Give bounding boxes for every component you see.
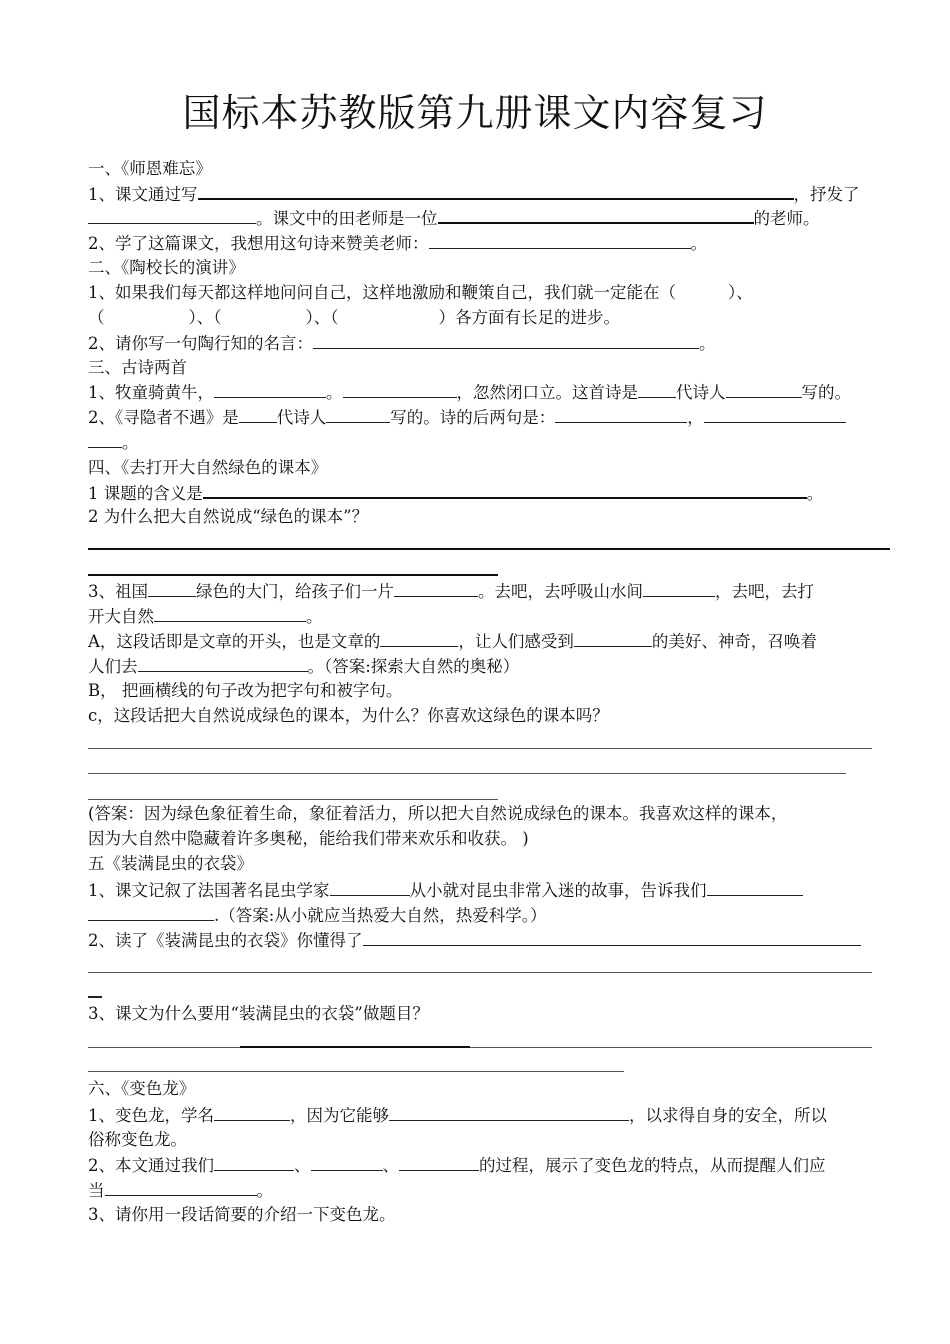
s5-question-1-line-1: 1、课文记叙了法国著名昆虫学家 从小就对昆虫非常入迷的故事，告诉我们 bbox=[88, 879, 890, 902]
s4-question-3-line-1: 3、祖国 绿色的大门，给孩子们一片 。去吧，去呼吸山水间 ，去吧，去打 bbox=[88, 582, 814, 601]
s6-question-2-line-2: 当 。 bbox=[88, 1181, 273, 1200]
s4-question-a-line-2: 人们去 。（答案:探索大自然的奥秘） bbox=[88, 657, 520, 676]
answer-blank[interactable] bbox=[148, 580, 196, 597]
section-6-heading: 六、《变色龙》 bbox=[88, 1079, 196, 1098]
answer-blank[interactable] bbox=[105, 1179, 257, 1196]
s2-question-2: 2、请你写一句陶行知的名言： 。 bbox=[88, 334, 716, 353]
answer-blank[interactable] bbox=[198, 182, 794, 200]
answer-blank[interactable] bbox=[380, 630, 458, 647]
s4-answer-line-1: (答案：因为绿色象征着生命，象征着活力，所以把大自然说成绿色的课本。我喜欢这样的课本， bbox=[88, 804, 788, 823]
answer-blank[interactable] bbox=[643, 580, 715, 597]
answer-line[interactable] bbox=[88, 972, 872, 973]
answer-line[interactable] bbox=[88, 799, 498, 800]
answer-blank[interactable] bbox=[203, 481, 807, 499]
answer-blank[interactable] bbox=[88, 431, 122, 448]
answer-blank[interactable] bbox=[154, 605, 306, 622]
section-1-heading: 一、《师恩难忘》 bbox=[88, 159, 212, 178]
answer-blank[interactable] bbox=[88, 904, 214, 921]
answer-blank[interactable] bbox=[239, 406, 277, 423]
s1-question-2: 2、学了这篇课文，我想用这句诗来赞美老师： 。 bbox=[88, 234, 707, 253]
s4-answer-line-2: 因为大自然中隐藏着许多奥秘，能给我们带来欢乐和收获。 ) bbox=[88, 829, 529, 848]
document-title: 国标本苏教版第九册课文内容复习 bbox=[182, 91, 768, 135]
s4-question-c: c，这段话把大自然说成绿色的课本，为什么？你喜欢这绿色的课本吗？ bbox=[88, 706, 609, 725]
answer-blank[interactable] bbox=[326, 406, 390, 423]
answer-blank[interactable] bbox=[704, 406, 846, 423]
s2-question-1-line-1: 1、如果我们每天都这样地问问自己，这样地激励和鞭策自己，我们就一定能在（ ）、 bbox=[88, 283, 753, 302]
s5-question-1-line-2: .（答案:从小就应当热爱大自然，热爱科学。） bbox=[88, 904, 890, 927]
answer-blank[interactable] bbox=[638, 381, 676, 398]
answer-blank[interactable] bbox=[214, 1104, 290, 1121]
answer-blank[interactable] bbox=[330, 879, 410, 896]
answer-blank[interactable] bbox=[726, 381, 802, 398]
s4-question-3-line-2: 开大自然 。 bbox=[88, 607, 323, 626]
answer-blank[interactable] bbox=[429, 232, 691, 249]
s6-question-1-line-2: 俗称变色龙。 bbox=[88, 1130, 187, 1149]
answer-blank[interactable] bbox=[399, 1154, 479, 1171]
answer-blank[interactable] bbox=[214, 381, 326, 398]
section-3-heading: 三、古诗两首 bbox=[88, 358, 187, 377]
answer-blank[interactable] bbox=[574, 630, 652, 647]
s3-question-2-line-2: 。 bbox=[88, 431, 890, 454]
answer-blank[interactable] bbox=[707, 879, 803, 896]
section-4-heading: 四、《去打开大自然绿色的课本》 bbox=[88, 458, 328, 477]
s1-question-1-line-2: 。课文中的田老师是一位 的老师。 bbox=[88, 206, 890, 230]
answer-line[interactable] bbox=[88, 1071, 624, 1072]
s1-question-1-line-1: 1、课文通过写 ，抒发了 bbox=[88, 182, 890, 206]
s6-question-2-line-1: 2、本文通过我们 、 、 的过程，展示了变色龙的特点，从而提醒人们应 bbox=[88, 1156, 826, 1175]
s3-question-2-line-1: 2、《寻隐者不遇》是 代诗人 写的。诗的后两句是： ， bbox=[88, 406, 890, 429]
s4-question-a-line-1: A，这段话即是文章的开头，也是文章的 ，让人们感受到 的美好、神奇，召唤着 bbox=[88, 632, 817, 651]
s3-question-1: 1、牧童骑黄牛， 。 ，忽然闭口立。这首诗是 代诗人 写的。 bbox=[88, 383, 851, 402]
answer-blank[interactable] bbox=[438, 206, 754, 224]
answer-blank[interactable] bbox=[389, 1104, 629, 1121]
s4-question-1: 1 课题的含义是 。 bbox=[88, 481, 890, 505]
answer-blank[interactable] bbox=[363, 929, 861, 946]
answer-blank[interactable] bbox=[313, 332, 699, 349]
s5-question-3: 3、课文为什么要用“装满昆虫的衣袋”做题目？ bbox=[88, 1004, 429, 1023]
answer-line[interactable] bbox=[88, 574, 498, 576]
answer-line[interactable] bbox=[88, 548, 890, 550]
answer-blank[interactable] bbox=[555, 406, 687, 423]
answer-line[interactable] bbox=[88, 748, 872, 749]
answer-blank[interactable] bbox=[138, 655, 308, 672]
answer-line[interactable] bbox=[88, 1047, 872, 1048]
answer-line[interactable] bbox=[88, 773, 846, 774]
s2-question-1-line-2: （ ）、（ ）、（ ）各方面有长足的进步。 bbox=[88, 308, 620, 327]
s4-question-2: 2 为什么把大自然说成“绿色的课本”？ bbox=[88, 507, 369, 526]
answer-blank[interactable] bbox=[214, 1154, 294, 1171]
s5-question-2: 2、读了《装满昆虫的衣袋》你懂得了 bbox=[88, 929, 890, 952]
answer-line[interactable] bbox=[240, 1046, 470, 1048]
answer-blank[interactable] bbox=[343, 381, 457, 398]
s4-question-b: B， 把画横线的句子改为把字句和被字句。 bbox=[88, 681, 403, 700]
answer-blank[interactable] bbox=[394, 580, 478, 597]
section-5-heading: 五《装满昆虫的衣袋》 bbox=[88, 854, 253, 873]
answer-blank[interactable] bbox=[88, 207, 256, 224]
s6-question-1-line-1: 1、变色龙，学名 ，因为它能够 ，以求得自身的安全，所以 bbox=[88, 1106, 827, 1125]
answer-line[interactable] bbox=[88, 996, 102, 998]
s6-question-3: 3、请你用一段话简要的介绍一下变色龙。 bbox=[88, 1205, 396, 1224]
section-2-heading: 二、《陶校长的演讲》 bbox=[88, 258, 245, 277]
answer-blank[interactable] bbox=[311, 1154, 383, 1171]
